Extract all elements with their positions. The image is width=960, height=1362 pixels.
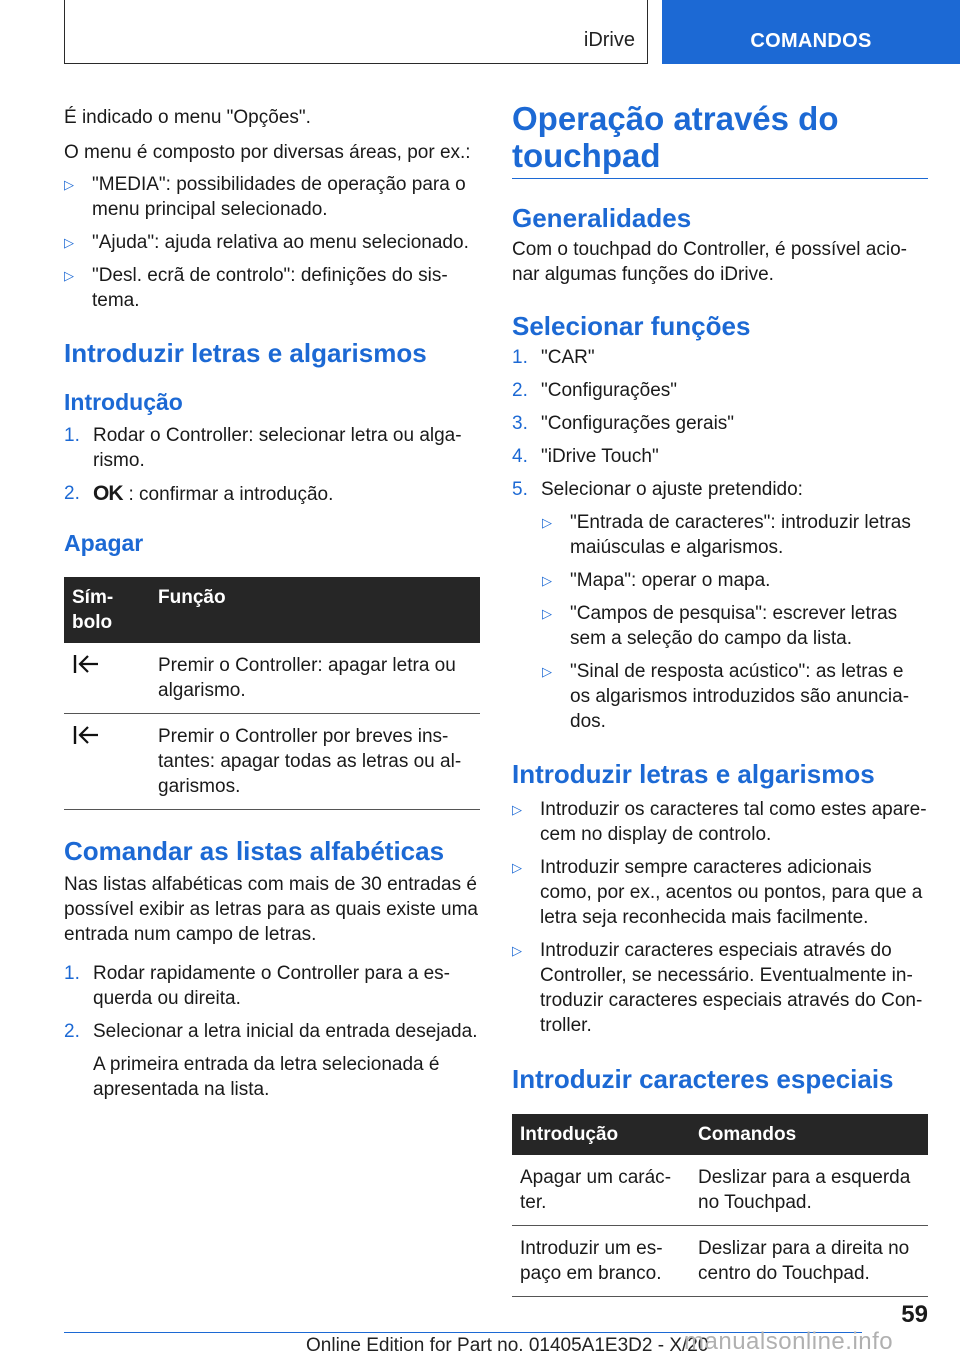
step-item: 3. "Configurações gerais" — [512, 413, 735, 434]
heading-special: Introduzir caracteres especiais — [512, 1064, 894, 1094]
delete-table — [64, 577, 480, 810]
delete-icon — [72, 653, 100, 675]
intro-text: É indicado o menu "Opções". — [64, 107, 311, 128]
step-item: 2. Selecionar a letra inicial da entrada desejada. — [64, 1021, 478, 1042]
list-item: ▷ Introduzir os caracteres tal como estes aparecem no display de controlo. — [512, 799, 927, 845]
lists-text: Nas listas alfabéticas com mais de 30 entradas é possível exibir as letras para as quais existe uma entrada num campo de letras. — [64, 874, 478, 945]
bullet-triangle-icon: ▷ — [64, 177, 74, 192]
sub-list-item: ▷ "Sinal de resposta acústico": as letras e os algarismos introduzidos são anunciados. — [542, 661, 910, 732]
table-header-cell: Símbolo — [64, 577, 150, 643]
table-row — [512, 1226, 928, 1297]
heading-lists: Comandar as listas alfabéticas — [64, 836, 445, 866]
sub-list-item: ▷ "Mapa": operar o mapa. — [542, 570, 771, 591]
list-item: ▷ "Ajuda": ajuda relativa ao menu selecionado. — [64, 232, 469, 253]
footer-edition: Online Edition for Part no. 01405A1E3D2 - X/20 — [306, 1335, 709, 1356]
sub-list-item: ▷ "Campos de pesquisa": escrever letras sem a seleção do campo da lista. — [542, 603, 898, 649]
list-item: ▷ "Desl. ecrã de controlo": definições do sistema. — [64, 265, 448, 311]
special-table — [512, 1114, 928, 1297]
delete-icon — [72, 724, 100, 746]
bullet-triangle-icon: ▷ — [512, 860, 522, 875]
step-item: 4. "iDrive Touch" — [512, 446, 659, 467]
heading-touchpad: Operação através do touchpad — [512, 100, 928, 179]
table-cell: Deslizar para a direita no centro do Touchpad. — [690, 1226, 928, 1297]
page-number: 59 — [901, 1301, 928, 1328]
list-note: A primeira entrada da letra selecionada é apresentada na lista. — [93, 1054, 440, 1100]
bullet-triangle-icon: ▷ — [542, 664, 552, 679]
sub-list-item: ▷ "Entrada de caracteres": introduzir letras maiúsculas e algarismos. — [542, 512, 911, 558]
heading-intro: Introdução — [64, 389, 183, 415]
table-row — [64, 714, 480, 810]
table-header-cell: Função — [150, 577, 480, 643]
general-text: Com o touchpad do Controller, é possível acionar algumas funções do iDrive. — [512, 239, 907, 285]
table-header-row — [64, 577, 480, 643]
heading-select: Selecionar funções — [512, 311, 751, 341]
bullet-triangle-icon: ▷ — [542, 606, 552, 621]
table-header-row — [512, 1114, 928, 1155]
table-header-cell: Comandos — [690, 1114, 928, 1155]
bullet-triangle-icon: ▷ — [542, 573, 552, 588]
step-item: 5. Selecionar o ajuste pretendido: — [512, 479, 803, 500]
step-item: 1. Rodar rapidamente o Controller para a esquerda ou direita. — [64, 963, 450, 1009]
heading-delete: Apagar — [64, 530, 144, 556]
step-item: 1. "CAR" — [512, 347, 595, 368]
table-cell: Premir o Controller: apagar letra ou algarismo. — [150, 643, 480, 714]
bullet-triangle-icon: ▷ — [512, 943, 522, 958]
right-column — [512, 100, 928, 1297]
table-row — [64, 643, 480, 714]
step-item: 2. OK : confirmar a introdução. — [64, 482, 334, 505]
watermark: manualsonline.info — [684, 1328, 894, 1355]
table-cell: Premir o Controller por breves instantes: apagar todas as letras ou algarismos. — [150, 714, 480, 810]
table-header-cell: Introdução — [512, 1114, 690, 1155]
list-item: ▷ Introduzir caracteres especiais através do Controller, se necessário. Eventualmente introduzir caracteres especiais através do Controller. — [512, 940, 923, 1036]
table-cell — [64, 714, 150, 810]
list-item: ▷ "MEDIA": possibilidades de operação para o menu principal selecionado. — [64, 174, 466, 220]
bullet-triangle-icon: ▷ — [64, 235, 74, 250]
heading-letters: Introduzir letras e algarismos — [64, 338, 427, 368]
table-cell — [64, 643, 150, 714]
chapter-tab: COMANDOS — [662, 0, 960, 64]
bullet-triangle-icon: ▷ — [64, 268, 74, 283]
list-item: ▷ Introduzir sempre caracteres adicionais como, por ex., acentos ou pontos, para que a letra seja reconhecida mais facilmente. — [512, 857, 923, 928]
table-cell: Apagar um carácter. — [512, 1155, 690, 1226]
step-item: 1. Rodar o Controller: selecionar letra ou algarismo. — [64, 425, 462, 471]
bullet-triangle-icon: ▷ — [512, 802, 522, 817]
table-row — [512, 1155, 928, 1226]
header-box — [64, 0, 648, 64]
step-item: 2. "Configurações" — [512, 380, 678, 401]
intro-text: O menu é composto por diversas áreas, por ex.: — [64, 142, 471, 163]
table-cell: Introduzir um espaço em branco. — [512, 1226, 690, 1297]
section-title: iDrive — [583, 29, 635, 51]
heading-letters: Introduzir letras e algarismos — [512, 759, 875, 789]
ok-icon: OK — [93, 482, 123, 505]
table-cell: Deslizar para a esquerda no Touchpad. — [690, 1155, 928, 1226]
left-column — [64, 100, 480, 1102]
heading-general: Generalidades — [512, 203, 692, 233]
bullet-triangle-icon: ▷ — [542, 515, 552, 530]
